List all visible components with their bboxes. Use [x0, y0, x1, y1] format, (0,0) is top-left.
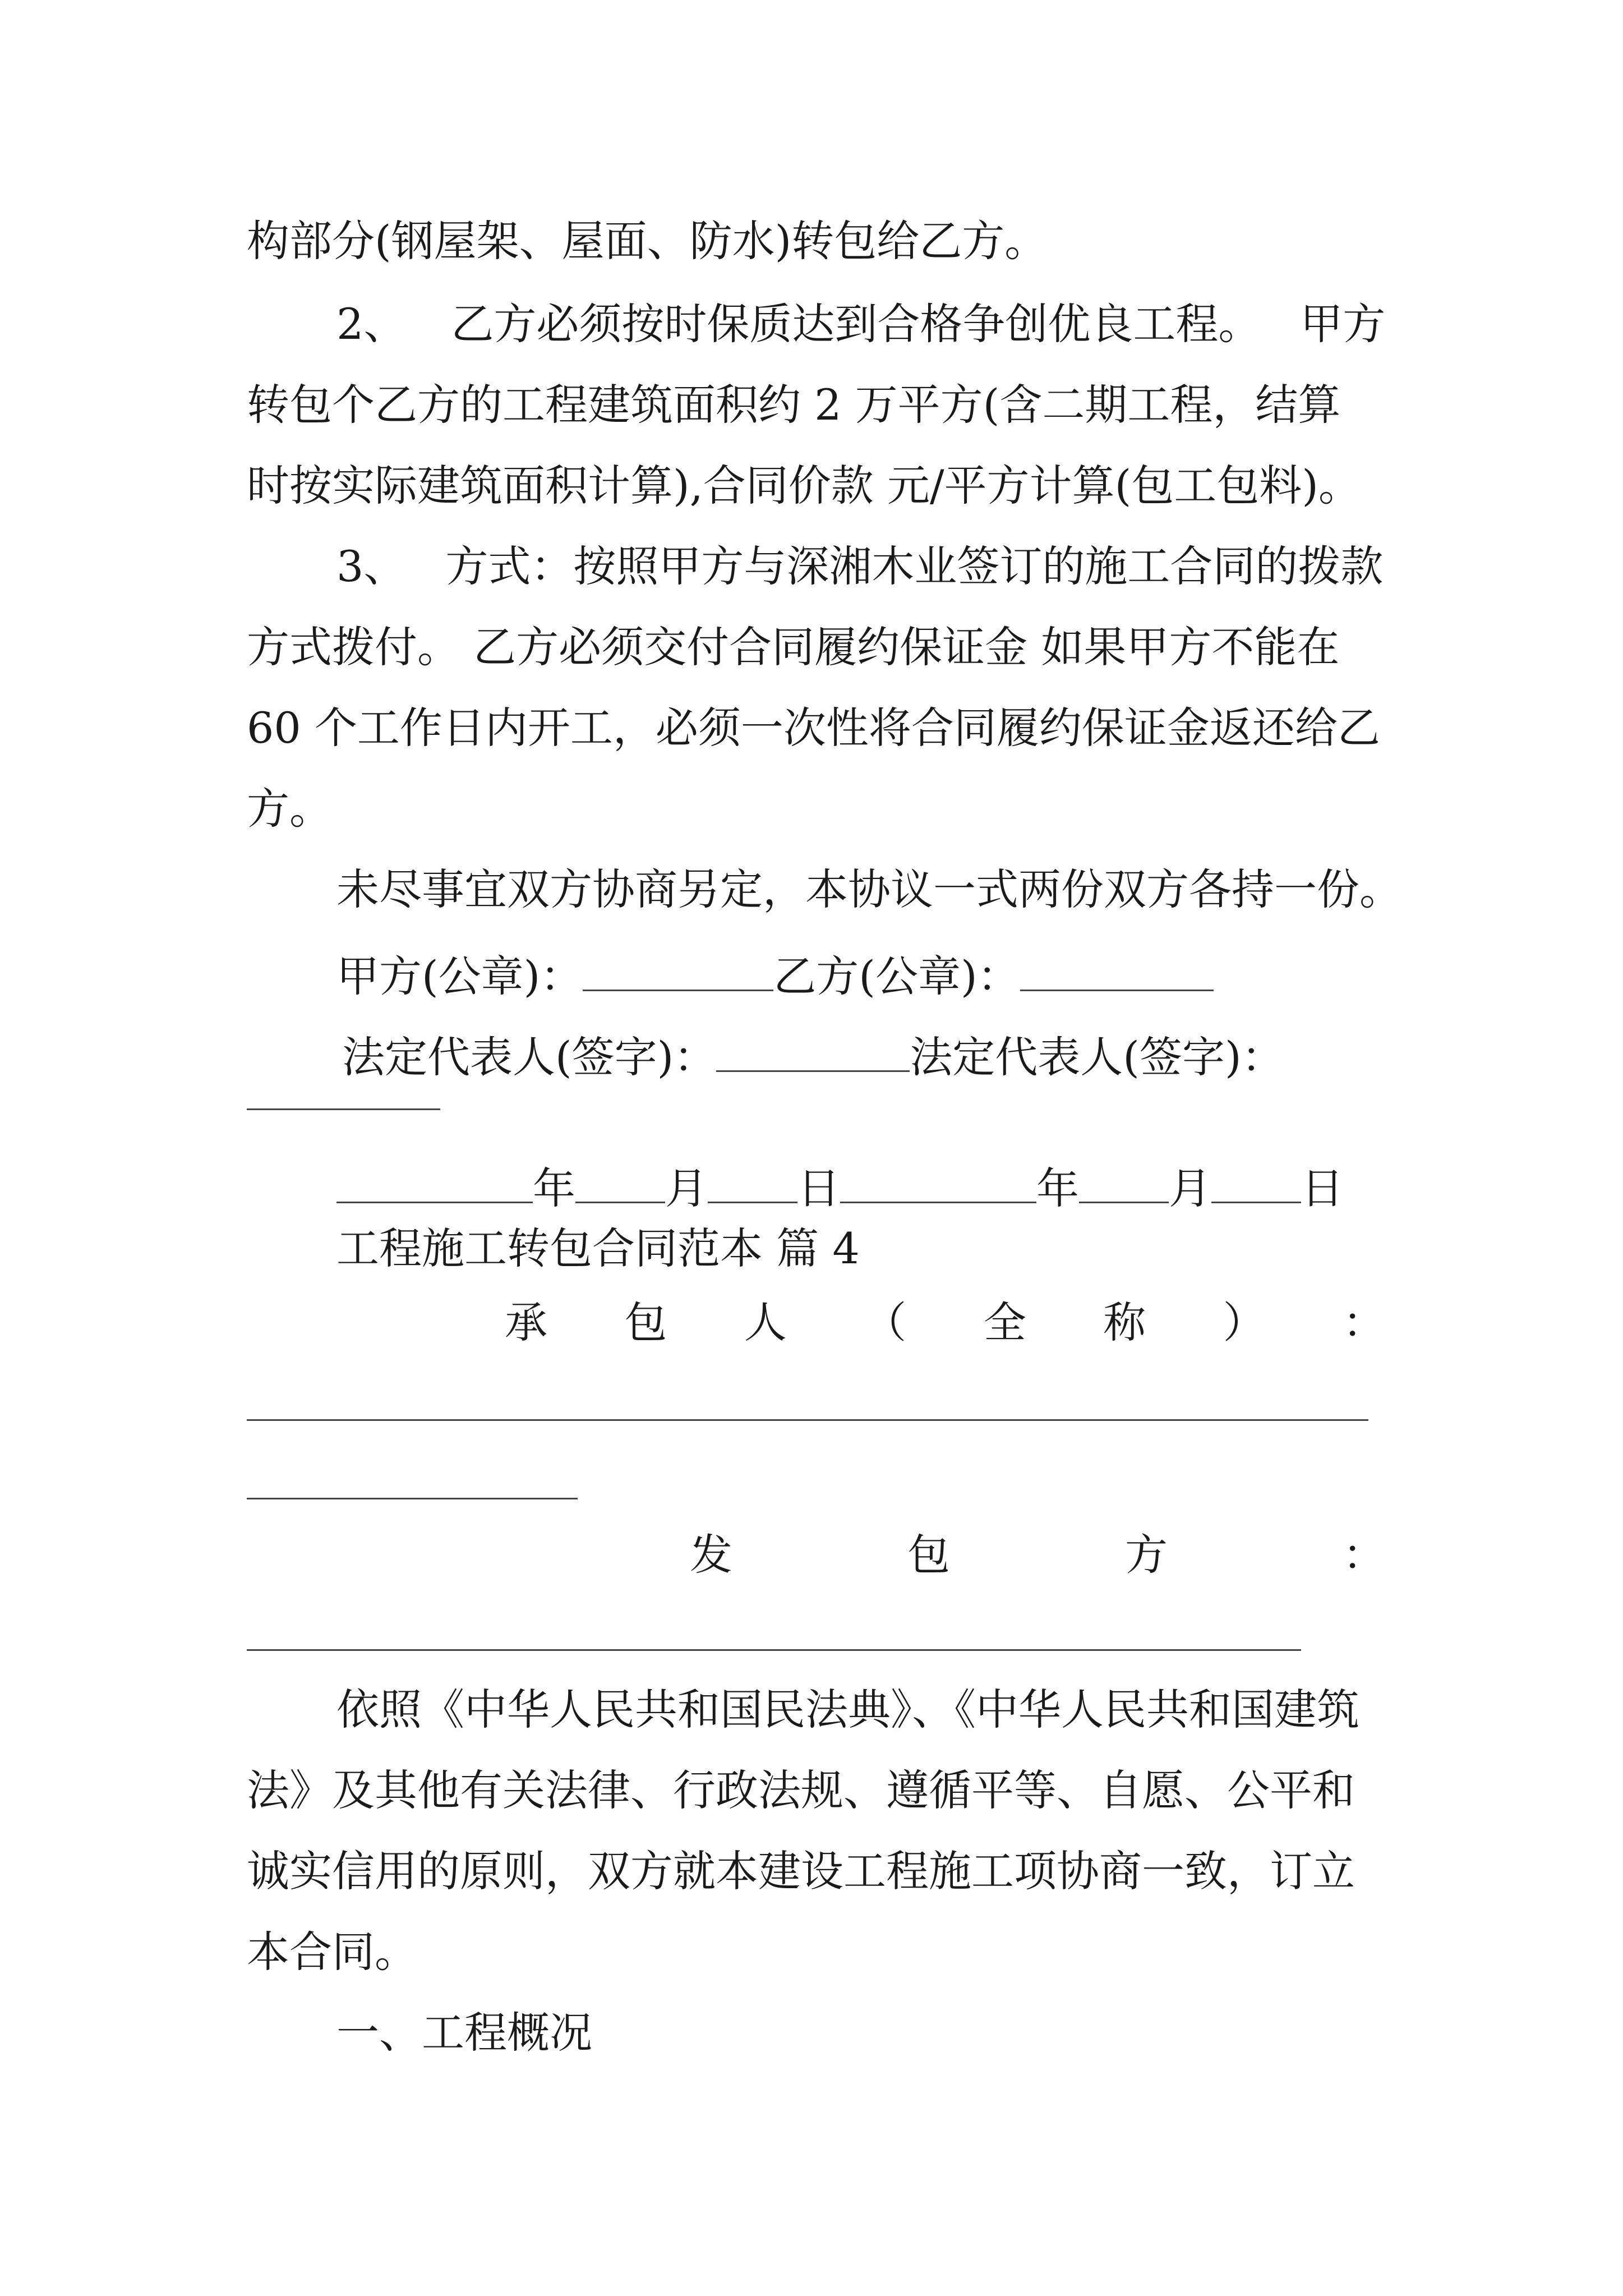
party-a-rep-blank [716, 1030, 910, 1072]
paragraph-line: 方。 [247, 784, 332, 834]
paragraph-line: 诚实信用的原则，双方就本建设工程施工项协商一致，订立 [247, 1846, 1355, 1896]
paragraph-text: 方式：按照甲方与深湘木业签订的施工合同的拨款 [445, 541, 1384, 591]
party-a-seal-label: 甲方(公章)： [336, 951, 583, 1002]
year-blank [840, 1161, 1036, 1203]
year-label: 年 [1036, 1163, 1079, 1214]
year-label: 年 [533, 1163, 575, 1214]
signature-seal-line [336, 949, 1214, 1002]
paragraph-line: 本合同。 [247, 1927, 417, 1977]
paragraph-line: 转包个乙方的工程建筑面积约 2 万平方(含二期工程，结算 [247, 380, 1341, 430]
employer-name-blank [247, 1649, 1301, 1651]
paragraph-line: 未尽事宜双方协商另定，本协议一式两份双方各持一份。 [336, 864, 1402, 914]
paragraph-line [336, 299, 1386, 349]
year-blank [336, 1161, 533, 1203]
day-label: 日 [797, 1163, 840, 1214]
month-blank [1079, 1161, 1169, 1203]
month-label: 月 [665, 1163, 708, 1214]
contractor-char: （ [864, 1297, 907, 1347]
paragraph-text: 乙方必须按时保质达到合格争创优良工程。 [451, 299, 1261, 349]
contractor-char: 包 [624, 1297, 667, 1347]
employer-char: ： [1343, 1530, 1385, 1580]
signature-rep-line [342, 1030, 1284, 1083]
party-a-seal-blank [583, 949, 773, 991]
paragraph-line: 构部分(钢屋架、屋面、防水)转包给乙方。 [247, 216, 1048, 266]
paragraph-line: 60 个工作日内开工，必须一次性将合同履约保证金返还给乙 [247, 703, 1380, 753]
month-label: 月 [1169, 1163, 1211, 1214]
party-b-seal-label: 乙方(公章)： [773, 951, 1020, 1002]
contractor-label-line [505, 1297, 1385, 1347]
employer-char: 方 [1125, 1530, 1168, 1580]
contractor-name-blank [247, 1419, 1368, 1421]
contractor-name-blank [247, 1498, 578, 1499]
contractor-char: 全 [983, 1297, 1026, 1347]
contractor-char: 人 [744, 1297, 787, 1347]
paragraph-text: 甲方 [1300, 299, 1386, 349]
contractor-char: ： [1342, 1297, 1385, 1347]
month-blank [575, 1161, 665, 1203]
paragraph-line: 法》及其他有关法律、行政法规、遵循平等、自愿、公平和 [247, 1765, 1355, 1815]
employer-char: 包 [907, 1530, 950, 1580]
paragraph-line: 方式拨付。 乙方必须交付合同履约保证金 如果甲方不能在 [247, 622, 1340, 672]
item-number: 2、 [336, 299, 407, 349]
paragraph-line: 依照《中华人民共和国民法典》、《中华人民共和国建筑 [336, 1685, 1359, 1734]
party-b-rep-label: 法定代表人(签字)： [910, 1032, 1284, 1083]
party-a-rep-label: 法定代表人(签字)： [342, 1032, 717, 1083]
section-heading: 一、工程概况 [336, 2008, 592, 2058]
day-blank [708, 1161, 797, 1203]
paragraph-line [336, 541, 1384, 591]
day-blank [1211, 1161, 1301, 1203]
party-b-seal-blank [1020, 949, 1214, 991]
employer-label-line [690, 1530, 1385, 1580]
contractor-char: 承 [505, 1297, 547, 1347]
section-title: 工程施工转包合同范本 篇 4 [336, 1223, 860, 1273]
day-label: 日 [1301, 1163, 1344, 1214]
contractor-char: 称 [1103, 1297, 1146, 1347]
paragraph-line: 时按实际建筑面积计算),合同价款 元/平方计算(包工包料)。 [247, 461, 1361, 510]
date-line [336, 1161, 1344, 1214]
party-b-rep-blank [247, 1108, 440, 1110]
employer-char: 发 [690, 1530, 732, 1580]
item-number: 3、 [336, 541, 407, 591]
contractor-char: ） [1223, 1297, 1266, 1347]
